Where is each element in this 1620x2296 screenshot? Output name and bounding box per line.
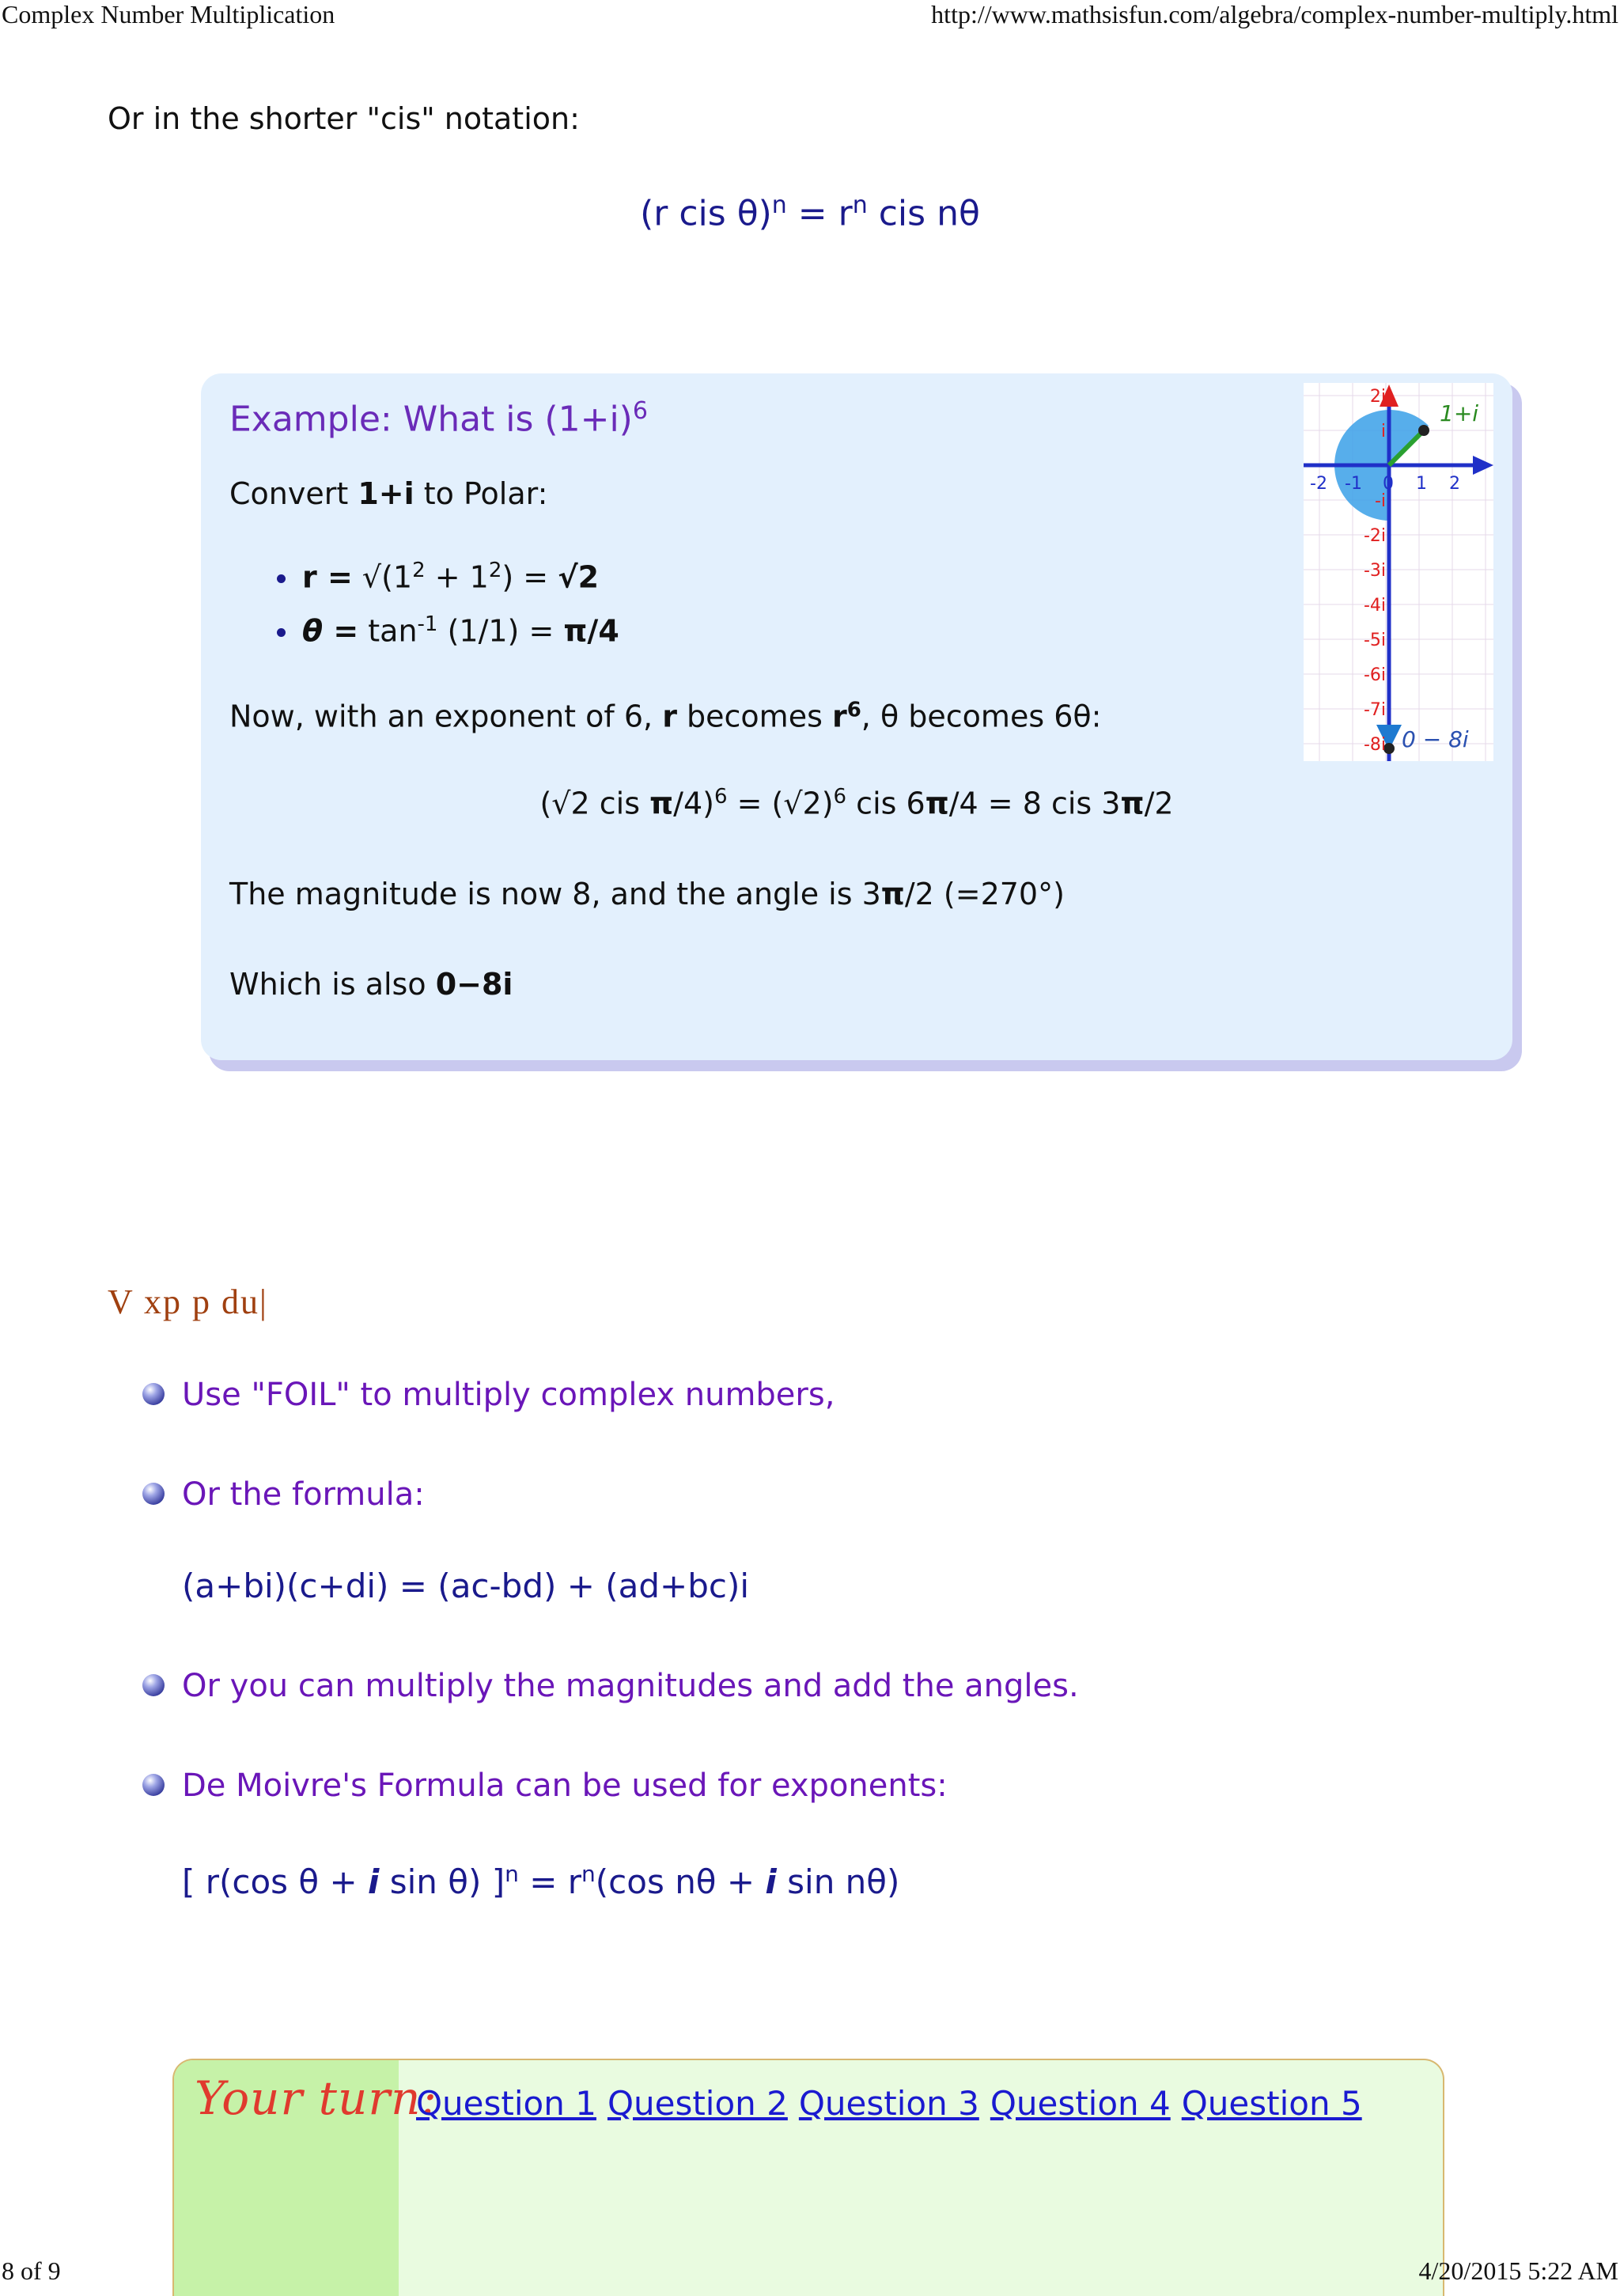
bullet-label: θ = bbox=[302, 613, 359, 649]
intro-text: Or in the shorter "cis" notation: bbox=[108, 101, 580, 136]
result-value: 0−8i bbox=[435, 967, 513, 1002]
example-title-text: Example: What is (1+i) bbox=[229, 399, 633, 440]
formula-part: (r cis θ) bbox=[640, 193, 772, 234]
y-tick: -7i bbox=[1363, 700, 1386, 720]
exponent-line bbox=[229, 698, 1101, 734]
summary-item: Or you can multiply the magnitudes and add the angles. bbox=[182, 1668, 1079, 1704]
pi-symbol: π bbox=[649, 786, 674, 821]
exponent: 6 bbox=[713, 785, 728, 809]
y-tick: -3i bbox=[1363, 561, 1386, 581]
x-tick: 0 bbox=[1383, 474, 1394, 494]
text-run: The magnitude is now 8, and the angle is 3 bbox=[229, 877, 881, 911]
example-box bbox=[201, 373, 1512, 1060]
de-moivre-formula bbox=[182, 1861, 899, 1901]
formula-exponent: n bbox=[771, 191, 787, 219]
cis-formula bbox=[0, 191, 1620, 234]
text-run: √(1 bbox=[352, 559, 413, 595]
y-tick: -2i bbox=[1363, 526, 1386, 546]
x-tick: -1 bbox=[1345, 474, 1362, 494]
y-tick: -5i bbox=[1363, 631, 1386, 650]
formula-part: = r bbox=[786, 193, 853, 234]
text-run: Which is also bbox=[229, 967, 436, 1002]
bullet-ball-icon bbox=[142, 1483, 165, 1505]
question-4-link[interactable]: Question 4 bbox=[990, 2084, 1171, 2123]
text-run: (√2 cis bbox=[539, 786, 650, 821]
text-run: becomes bbox=[676, 699, 832, 734]
your-turn-box bbox=[172, 2059, 1444, 2296]
text-run: , θ becomes 6θ: bbox=[861, 699, 1102, 734]
page-footer-page: 8 of 9 bbox=[2, 2256, 61, 2285]
exponent: -1 bbox=[417, 612, 438, 636]
y-tick: i bbox=[1380, 422, 1386, 441]
question-3-link[interactable]: Question 3 bbox=[798, 2084, 979, 2123]
text-run: tan bbox=[358, 613, 418, 649]
text-run: + 1 bbox=[425, 559, 489, 595]
text-run: (cos nθ + bbox=[595, 1862, 766, 1901]
text-run: [ r(cos θ + bbox=[182, 1862, 368, 1901]
pi-symbol: π bbox=[925, 786, 949, 821]
imag-unit: i bbox=[368, 1862, 380, 1901]
y-tick: -8i bbox=[1363, 735, 1386, 755]
bullet-ball-icon bbox=[142, 1774, 165, 1796]
y-tick: -i bbox=[1374, 491, 1386, 511]
summary-item: Use "FOIL" to multiply complex numbers, bbox=[182, 1377, 835, 1413]
label-1-plus-i: 1+i bbox=[1440, 400, 1479, 426]
question-5-link[interactable]: Question 5 bbox=[1181, 2084, 1362, 2123]
text-run: sin θ) ] bbox=[379, 1862, 505, 1901]
point-1-plus-i bbox=[1418, 425, 1429, 436]
text-run: ) = bbox=[502, 559, 558, 595]
text-run: cis 6 bbox=[846, 786, 925, 821]
exponent: n bbox=[581, 1861, 596, 1887]
summary-item: Or the formula: bbox=[182, 1476, 425, 1513]
text-run: = (√2) bbox=[727, 786, 834, 821]
bullet-result: √2 bbox=[558, 559, 600, 595]
text-run: /4 = 8 cis 3 bbox=[948, 786, 1121, 821]
example-title bbox=[229, 397, 648, 440]
pi-symbol: π bbox=[1120, 786, 1145, 821]
pi-symbol: π bbox=[880, 877, 905, 911]
formula-part: cis nθ bbox=[867, 193, 980, 234]
text-run: /2 (=270°) bbox=[904, 877, 1065, 911]
text-run-bold: 1+i bbox=[358, 476, 414, 511]
text-run: /4) bbox=[673, 786, 714, 821]
y-tick: -4i bbox=[1363, 596, 1386, 616]
bullet-ball-icon bbox=[142, 1674, 165, 1696]
bullet-label: r = bbox=[302, 559, 353, 595]
foil-formula: (a+bi)(c+di) = (ac-bd) + (ad+bc)i bbox=[182, 1567, 750, 1605]
summary-title: V xp p du| bbox=[108, 1283, 268, 1321]
exponent: 6 bbox=[846, 698, 861, 722]
text-run: Now, with an exponent of 6, bbox=[229, 699, 663, 734]
magnitude-line bbox=[229, 877, 1065, 911]
text-run: to Polar: bbox=[414, 476, 548, 511]
exponent: 2 bbox=[488, 559, 502, 582]
text-run: (1/1) = bbox=[437, 613, 564, 649]
text-run: sin nθ) bbox=[776, 1862, 900, 1901]
result-line bbox=[229, 967, 513, 1002]
calculation-line bbox=[201, 785, 1512, 821]
text-run: Convert bbox=[229, 476, 358, 511]
bullet-result: π/4 bbox=[563, 613, 619, 649]
label-0-minus-8i: 0 − 8i bbox=[1402, 726, 1469, 752]
text-run: /2 bbox=[1144, 786, 1174, 821]
bullet-theta bbox=[302, 612, 619, 649]
question-links bbox=[416, 2084, 1373, 2123]
exponent: 6 bbox=[833, 785, 847, 809]
formula-exponent: n bbox=[852, 191, 868, 219]
x-tick: 2 bbox=[1449, 474, 1460, 494]
text-run-bold: r bbox=[831, 699, 847, 734]
bullet-r bbox=[302, 559, 599, 595]
x-tick: -2 bbox=[1310, 474, 1327, 494]
summary-item: De Moivre's Formula can be used for exponents: bbox=[182, 1767, 948, 1804]
imag-unit: i bbox=[765, 1862, 777, 1901]
exponent: n bbox=[505, 1861, 519, 1887]
example-title-exponent: 6 bbox=[632, 397, 648, 425]
y-tick: -6i bbox=[1363, 665, 1386, 685]
page-footer-datetime: 4/20/2015 5:22 AM bbox=[1418, 2256, 1618, 2285]
text-run: = r bbox=[518, 1862, 582, 1901]
convert-line bbox=[229, 476, 547, 511]
page-header-url: http://www.mathsisfun.com/algebra/complex-number-multiply.html bbox=[931, 0, 1618, 28]
complex-plane-diagram bbox=[1304, 383, 1493, 761]
question-2-link[interactable]: Question 2 bbox=[607, 2084, 788, 2123]
exponent: 2 bbox=[412, 559, 426, 582]
x-tick: 1 bbox=[1416, 474, 1427, 494]
question-1-link[interactable]: Question 1 bbox=[416, 2084, 596, 2123]
y-tick: 2i bbox=[1369, 387, 1386, 407]
page-header-title: Complex Number Multiplication bbox=[2, 0, 335, 28]
your-turn-label: Your turn: bbox=[195, 2071, 437, 2125]
bullet-ball-icon bbox=[142, 1383, 165, 1405]
text-run-bold: r bbox=[662, 699, 677, 734]
